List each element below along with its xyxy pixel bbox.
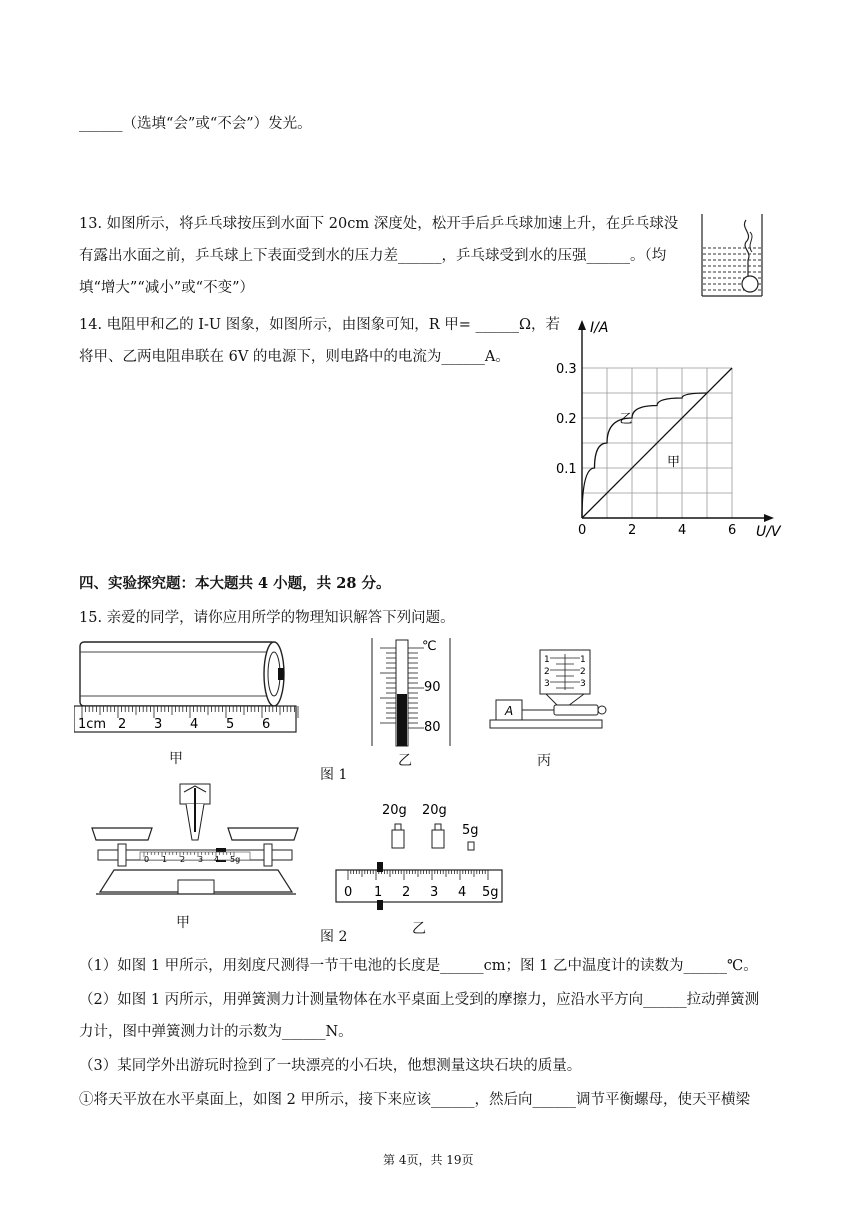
balance-tick-label: 4 bbox=[214, 855, 220, 864]
balance-tick-label: 3 bbox=[198, 855, 204, 864]
x-tick-label: 4 bbox=[678, 523, 687, 538]
y-axis-label: I/A bbox=[590, 320, 609, 336]
thermometer-tick-label: 80 bbox=[424, 720, 441, 735]
balance-figure bbox=[88, 780, 308, 908]
x-axis-label: U/V bbox=[756, 524, 781, 540]
part-2-line1: （2）如图 1 丙所示，用弹簧测力计测量物体在水平桌面上受到的摩擦力，应沿水平方向______拉动弹簧测 bbox=[79, 992, 760, 1008]
ruler-tick-label: 4 bbox=[190, 717, 199, 732]
fig2-yi-label: 乙 bbox=[412, 921, 426, 937]
balance-tick-label: 5g bbox=[230, 855, 241, 864]
question-13-line3: 填“增大”“减小”或“不变”） bbox=[79, 280, 254, 296]
thermometer-figure bbox=[366, 636, 456, 748]
question-14-line2: 将甲、乙两电阻串联在 6V 的电源下，则电路中的电流为______A。 bbox=[79, 349, 510, 365]
y-tick-label: 0.2 bbox=[556, 412, 577, 427]
page-footer: 第 4页，共 19页 bbox=[383, 1153, 474, 1167]
gauge-tick-label: 3 bbox=[544, 679, 550, 689]
fig1-yi-label: 乙 bbox=[398, 753, 412, 769]
series-label-yi: 乙 bbox=[619, 412, 633, 427]
fig1-bing-label: 丙 bbox=[537, 753, 551, 769]
question-14-line1: 14. 电阻甲和乙的 I-U 图象，如图所示，由图象可知，R 甲= ______Ω，若 bbox=[79, 317, 561, 333]
thermometer-unit: ℃ bbox=[422, 639, 437, 654]
ruler-tick-label: 3 bbox=[154, 717, 163, 732]
chart-labels bbox=[556, 320, 782, 540]
part-2-line2: 力计，图中弹簧测力计的示数为______N。 bbox=[79, 1024, 353, 1040]
y-axis-arrow bbox=[578, 320, 586, 330]
gauge-tick-label: 2 bbox=[544, 667, 550, 677]
spring-scale-figure bbox=[488, 648, 612, 730]
gauge-tick-label: 1 bbox=[544, 655, 550, 665]
weight-label: 5g bbox=[462, 823, 479, 838]
question-13-line2: 有露出水面之前，乒乓球上下表面受到水的压力差______，乒乓球受到水的压强______。（均 bbox=[79, 248, 667, 264]
part-1-text: （1）如图 1 甲所示，用刻度尺测得一节干电池的长度是______cm；图 1 乙中温度计的读数为______℃。 bbox=[79, 958, 758, 974]
fig1-jia-label: 甲 bbox=[169, 751, 183, 767]
weights-beam-figure bbox=[330, 800, 510, 910]
beam-tick-label: 4 bbox=[458, 885, 467, 900]
fig2-caption: 图 2 bbox=[320, 929, 348, 945]
series-label-jia: 甲 bbox=[667, 455, 681, 470]
part-3-text: （3）某同学外出游玩时捡到了一块漂亮的小石块，他想测量这块石块的质量。 bbox=[79, 1058, 582, 1074]
balance-tick-label: 1 bbox=[162, 855, 168, 864]
gauge-tick-label: 2 bbox=[580, 667, 586, 677]
y-tick-label: 0.3 bbox=[556, 362, 577, 377]
balance-tick-label: 2 bbox=[180, 855, 186, 864]
thermometer-tick-label: 90 bbox=[424, 680, 441, 695]
ruler-tick-label: 5 bbox=[226, 717, 235, 732]
x-tick-label: 6 bbox=[728, 523, 737, 538]
part-3-step1: ①将天平放在水平桌面上，如图 2 甲所示，接下来应该______，然后向______调节平衡螺母，使天平横梁 bbox=[79, 1092, 750, 1108]
x-tick-label: 0 bbox=[578, 523, 587, 538]
balance-tick-label: 0 bbox=[144, 855, 150, 864]
beaker-figure bbox=[698, 212, 766, 298]
gauge-tick-label: 1 bbox=[580, 655, 586, 665]
fig1-caption: 图 1 bbox=[320, 767, 348, 783]
fill-line-q12: ______（选填“会”或“不会”）发光。 bbox=[79, 116, 312, 132]
gauge-tick-label: 3 bbox=[580, 679, 586, 689]
beam-tick-label: 3 bbox=[430, 885, 439, 900]
fig2-jia-label: 甲 bbox=[176, 915, 190, 931]
beam-tick-label: 1 bbox=[374, 885, 383, 900]
y-tick-label: 0.1 bbox=[556, 462, 577, 477]
ruler-tick-label: 6 bbox=[262, 717, 271, 732]
battery-ruler-figure bbox=[74, 638, 300, 738]
question-13-line1: 13. 如图所示，将乒乓球按压到水面下 20cm 深度处，松开手后乒乓球加速上升，在乒乓球没 bbox=[79, 216, 679, 232]
section-4-heading: 四、实验探究题：本大题共 4 小题，共 28 分。 bbox=[79, 575, 391, 592]
ruler-unit-label: 1cm bbox=[78, 717, 107, 732]
iu-chart bbox=[540, 310, 800, 540]
weight-label: 20g bbox=[422, 803, 447, 818]
beam-tick-label: 5g bbox=[482, 885, 499, 900]
weight-label: 20g bbox=[382, 803, 407, 818]
beam-tick-label: 2 bbox=[402, 885, 411, 900]
block-label: A bbox=[505, 704, 514, 718]
ruler-tick-label: 2 bbox=[118, 717, 127, 732]
x-axis-arrow bbox=[764, 514, 774, 522]
x-tick-label: 2 bbox=[628, 523, 637, 538]
question-15-intro: 15. 亲爱的同学，请你应用所学的物理知识解答下列问题。 bbox=[79, 610, 455, 626]
beam-tick-label: 0 bbox=[344, 885, 353, 900]
